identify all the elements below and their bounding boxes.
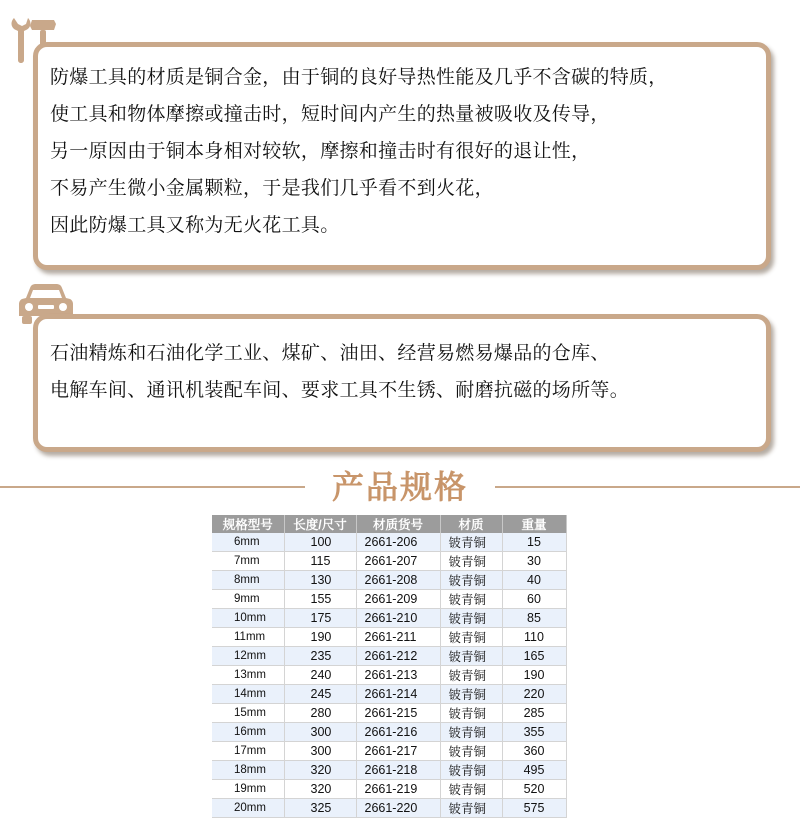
cell-length: 320 <box>284 761 356 780</box>
cell-length: 190 <box>284 628 356 647</box>
application-line: 电解车间、通讯机装配车间、要求工具不生锈、耐磨抗磁的场所等。 <box>50 379 630 401</box>
cell-weight: 220 <box>502 685 566 704</box>
cell-weight: 40 <box>502 571 566 590</box>
cell-model: 14mm <box>212 685 284 704</box>
table-row <box>212 571 566 590</box>
cell-length: 130 <box>284 571 356 590</box>
application-text <box>50 335 629 409</box>
cell-item-no: 2661-206 <box>356 533 440 552</box>
cell-item-no: 2661-209 <box>356 590 440 609</box>
cell-model: 11mm <box>212 628 284 647</box>
cell-weight: 85 <box>502 609 566 628</box>
cell-weight: 285 <box>502 704 566 723</box>
cell-item-no: 2661-216 <box>356 723 440 742</box>
cell-model: 6mm <box>212 533 284 552</box>
table-row <box>212 780 566 799</box>
cell-material: 铍青铜 <box>440 628 502 647</box>
cell-material: 铍青铜 <box>440 533 502 552</box>
cell-weight: 360 <box>502 742 566 761</box>
cell-weight: 190 <box>502 666 566 685</box>
application-box <box>33 314 771 452</box>
header-length: 长度/尺寸 <box>284 515 356 533</box>
cell-length: 115 <box>284 552 356 571</box>
table-row <box>212 685 566 704</box>
cell-material: 铍青铜 <box>440 609 502 628</box>
table-row <box>212 628 566 647</box>
cell-material: 铍青铜 <box>440 647 502 666</box>
cell-length: 300 <box>284 723 356 742</box>
spec-table <box>212 515 567 818</box>
cell-material: 铍青铜 <box>440 571 502 590</box>
cell-length: 245 <box>284 685 356 704</box>
header-item-no: 材质货号 <box>356 515 440 533</box>
spec-title: 产品规格 <box>331 468 468 506</box>
cell-model: 17mm <box>212 742 284 761</box>
cell-item-no: 2661-220 <box>356 799 440 818</box>
cell-material: 铍青铜 <box>440 780 502 799</box>
cell-item-no: 2661-207 <box>356 552 440 571</box>
cell-length: 240 <box>284 666 356 685</box>
cell-item-no: 2661-211 <box>356 628 440 647</box>
header-model: 规格型号 <box>212 515 284 533</box>
table-row <box>212 609 566 628</box>
cell-model: 7mm <box>212 552 284 571</box>
cell-model: 9mm <box>212 590 284 609</box>
table-row <box>212 647 566 666</box>
cell-material: 铍青铜 <box>440 685 502 704</box>
cell-item-no: 2661-213 <box>356 666 440 685</box>
cell-model: 8mm <box>212 571 284 590</box>
cell-length: 175 <box>284 609 356 628</box>
header-material: 材质 <box>440 515 502 533</box>
cell-model: 19mm <box>212 780 284 799</box>
table-row <box>212 704 566 723</box>
cell-material: 铍青铜 <box>440 552 502 571</box>
material-line: 另一原因由于铜本身相对较软，摩擦和撞击时有很好的退让性， <box>50 140 591 162</box>
cell-length: 325 <box>284 799 356 818</box>
cell-weight: 495 <box>502 761 566 780</box>
header-weight: 重量 <box>502 515 566 533</box>
application-line: 石油精炼和石油化学工业、煤矿、油田、经营易燃易爆品的仓库、 <box>50 342 610 364</box>
cell-item-no: 2661-215 <box>356 704 440 723</box>
cell-length: 280 <box>284 704 356 723</box>
cell-item-no: 2661-212 <box>356 647 440 666</box>
table-row <box>212 742 566 761</box>
cell-weight: 110 <box>502 628 566 647</box>
cell-weight: 30 <box>502 552 566 571</box>
cell-item-no: 2661-208 <box>356 571 440 590</box>
cell-item-no: 2661-218 <box>356 761 440 780</box>
table-row <box>212 723 566 742</box>
material-line: 使工具和物体摩擦或撞击时，短时间内产生的热量被吸收及传导， <box>50 103 610 125</box>
spec-table-body <box>212 533 566 818</box>
cell-length: 155 <box>284 590 356 609</box>
cell-model: 10mm <box>212 609 284 628</box>
table-row <box>212 761 566 780</box>
cell-model: 13mm <box>212 666 284 685</box>
cell-weight: 15 <box>502 533 566 552</box>
cell-model: 18mm <box>212 761 284 780</box>
cell-model: 16mm <box>212 723 284 742</box>
cell-model: 12mm <box>212 647 284 666</box>
cell-model: 15mm <box>212 704 284 723</box>
spec-title-row <box>0 462 800 512</box>
cell-weight: 520 <box>502 780 566 799</box>
cell-item-no: 2661-210 <box>356 609 440 628</box>
material-line: 防爆工具的材质是铜合金，由于铜的良好导热性能及几乎不含碳的特质， <box>50 66 668 88</box>
cell-material: 铍青铜 <box>440 704 502 723</box>
material-info-box <box>33 42 771 270</box>
cell-material: 铍青铜 <box>440 742 502 761</box>
cell-length: 100 <box>284 533 356 552</box>
cell-material: 铍青铜 <box>440 723 502 742</box>
cell-length: 320 <box>284 780 356 799</box>
cell-item-no: 2661-219 <box>356 780 440 799</box>
table-row <box>212 552 566 571</box>
table-row <box>212 666 566 685</box>
table-row <box>212 533 566 552</box>
cell-item-no: 2661-214 <box>356 685 440 704</box>
cell-weight: 60 <box>502 590 566 609</box>
cell-material: 铍青铜 <box>440 666 502 685</box>
cell-model: 20mm <box>212 799 284 818</box>
table-row <box>212 799 566 818</box>
cell-material: 铍青铜 <box>440 761 502 780</box>
material-line: 因此防爆工具又称为无火花工具。 <box>50 214 340 236</box>
cell-weight: 575 <box>502 799 566 818</box>
cell-material: 铍青铜 <box>440 590 502 609</box>
cell-weight: 355 <box>502 723 566 742</box>
table-row <box>212 590 566 609</box>
material-line: 不易产生微小金属颗粒，于是我们几乎看不到火花， <box>50 177 494 199</box>
cell-weight: 165 <box>502 647 566 666</box>
cell-item-no: 2661-217 <box>356 742 440 761</box>
table-header-row <box>212 515 566 533</box>
cell-length: 235 <box>284 647 356 666</box>
cell-length: 300 <box>284 742 356 761</box>
material-info-text <box>50 59 668 244</box>
cell-material: 铍青铜 <box>440 799 502 818</box>
